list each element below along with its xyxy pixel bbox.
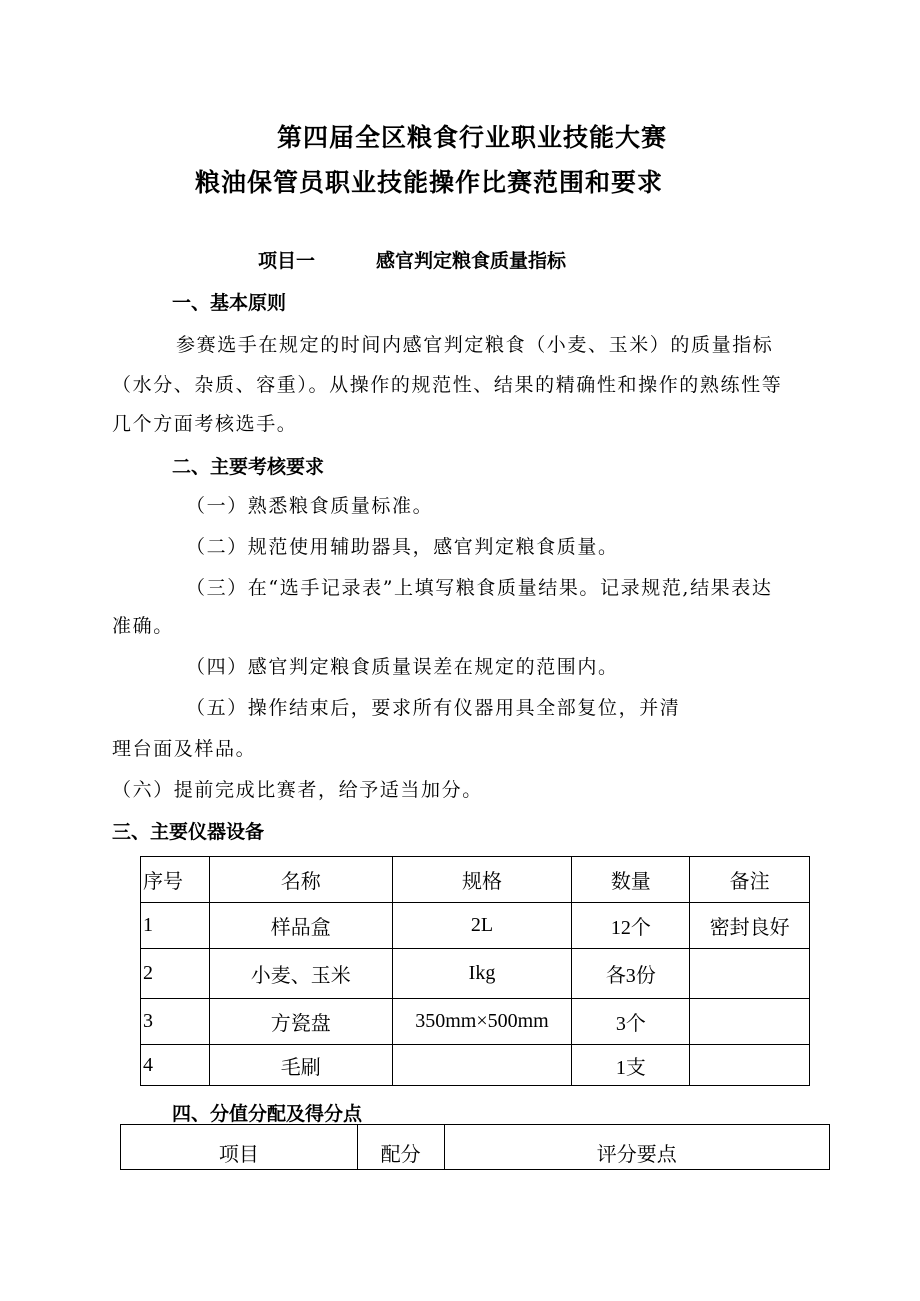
col-header-name: 名称 — [209, 857, 392, 903]
cell-quantity: 各3份 — [572, 949, 690, 999]
col-header-project: 项目 — [121, 1125, 358, 1170]
section2-item6: （六）提前完成比赛者，给予适当加分。 — [112, 779, 483, 801]
cell-quantity: 12个 — [572, 903, 690, 949]
equipment-header-row — [141, 857, 810, 903]
table-row — [141, 949, 810, 999]
section2-item1: （一）熟悉粮食质量标准。 — [186, 495, 434, 517]
title-line2: 粮油保管员职业技能操作比赛范围和要求 — [195, 168, 664, 197]
project-name: 感官判定粮食质量指标 — [376, 250, 567, 272]
section1-para-line1: 参赛选手在规定的时间内感官判定粮食（小麦、玉米）的质量指标 — [176, 334, 774, 356]
cell-spec: 2L — [392, 903, 572, 949]
equipment-table — [140, 856, 810, 1086]
cell-spec: 350mm×500mm — [392, 999, 572, 1045]
cell-remark — [690, 949, 810, 999]
section4-heading: 四、分值分配及得分点 — [172, 1103, 363, 1125]
cell-quantity: 3个 — [572, 999, 690, 1045]
col-header-criteria: 评分要点 — [444, 1125, 829, 1170]
cell-name: 方瓷盘 — [209, 999, 392, 1045]
section2-item5-line1: （五）操作结束后，要求所有仪器用具全部复位，并清 — [186, 697, 681, 719]
score-header-row — [121, 1125, 830, 1170]
cell-spec: Ikg — [392, 949, 572, 999]
section2-item5-line2: 理台面及样品。 — [112, 738, 257, 760]
section2-item3-line1: （三）在“选手记录表”上填写粮食质量结果。记录规范,结果表达 — [186, 577, 773, 599]
col-header-index: 序号 — [141, 857, 210, 903]
cell-index: 1 — [141, 903, 210, 949]
section1-heading: 一、基本原则 — [172, 292, 287, 314]
section2-item3-line2: 准确。 — [112, 615, 174, 637]
col-header-quantity: 数量 — [572, 857, 690, 903]
score-table — [120, 1124, 830, 1170]
col-header-score: 配分 — [357, 1125, 444, 1170]
cell-quantity: 1支 — [572, 1045, 690, 1086]
table-row — [141, 1045, 810, 1086]
section1-para-line3: 几个方面考核选手。 — [112, 413, 298, 435]
cell-remark: 密封良好 — [690, 903, 810, 949]
title-line1: 第四届全区粮食行业职业技能大赛 — [277, 123, 668, 152]
cell-index: 2 — [141, 949, 210, 999]
section2-heading: 二、主要考核要求 — [172, 456, 325, 478]
col-header-spec: 规格 — [392, 857, 572, 903]
section1-para-line2: （水分、杂质、容重）。从操作的规范性、结果的精确性和操作的熟练性等 — [112, 374, 783, 396]
project-label: 项目一 — [258, 250, 316, 272]
table-row — [141, 999, 810, 1045]
cell-index: 4 — [141, 1045, 210, 1086]
cell-remark — [690, 1045, 810, 1086]
section2-item4: （四）感官判定粮食质量误差在规定的范围内。 — [186, 656, 619, 678]
cell-name: 小麦、玉米 — [209, 949, 392, 999]
section2-item2: （二）规范使用辅助器具，感官判定粮食质量。 — [186, 536, 619, 558]
cell-spec — [392, 1045, 572, 1086]
table-row — [141, 903, 810, 949]
cell-remark — [690, 999, 810, 1045]
cell-name: 样品盒 — [209, 903, 392, 949]
cell-name: 毛刷 — [209, 1045, 392, 1086]
cell-index: 3 — [141, 999, 210, 1045]
section3-heading: 三、主要仪器设备 — [112, 821, 265, 843]
col-header-remark: 备注 — [690, 857, 810, 903]
